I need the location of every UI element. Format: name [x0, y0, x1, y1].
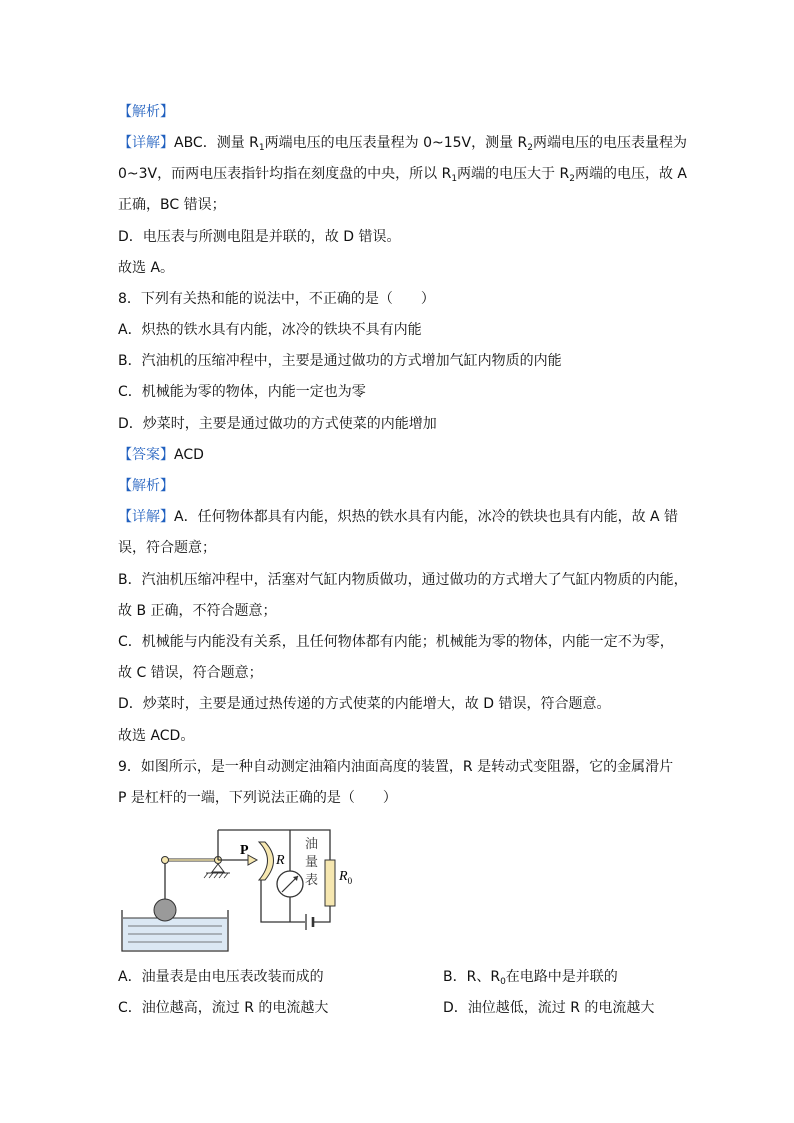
detail-line-1: 【详解】ABC．测量 $R_1$两端电压的电压表量程为 0~15V，测量 $R_2$两端电压的电压表量程为: [118, 135, 688, 153]
q8-option-a: A．炽热的铁水具有内能，冰冷的铁块不具有内能: [118, 322, 422, 338]
oil-tank: [122, 910, 228, 951]
resistor-r0: [325, 860, 335, 906]
oil-gauge-circuit-diagram: [118, 818, 358, 958]
q8-detail-line-7: D．炒菜时，主要是通过热传递的方式使菜的内能增大，故 D 错误，符合题意。: [118, 696, 611, 712]
question-9-stem-line-2: P 是杠杆的一端，下列说法正确的是（ ）: [118, 790, 397, 806]
battery: [306, 914, 313, 930]
q8-option-c: C．机械能为零的物体，内能一定也为零: [118, 384, 366, 400]
oil-gauge-meter: [277, 871, 303, 897]
q8-detail-line-4: 故 B 正确，不符合题意；: [118, 603, 277, 619]
slider-p: [218, 830, 257, 865]
conclusion-line: 故选 A。: [118, 260, 175, 276]
answer-tag: 【答案】: [118, 447, 174, 463]
q9-option-d: D．油位越低，流过 R 的电流越大: [443, 1000, 655, 1016]
detail-line-3: 正确，BC 错误；: [118, 197, 226, 213]
detail-tag: 【详解】: [118, 135, 174, 151]
question-8-stem: 8．下列有关热和能的说法中，不正确的是（ ）: [118, 291, 435, 307]
float-ball: [154, 899, 176, 921]
question-9-stem-line-1: 9．如图所示，是一种自动测定油箱内油面高度的装置，R 是转动式变阻器，它的金属滑片: [118, 759, 674, 775]
label-r0: $R_0$: [339, 869, 353, 886]
rheostat-r: [259, 842, 274, 880]
q8-detail-line-6: 故 C 错误，符合题意；: [118, 665, 263, 681]
q8-detail-line-5: C．机械能与内能没有关系，且任何物体都有内能；机械能为零的物体，内能一定不为零，: [118, 634, 674, 650]
meter-label-1: 油: [305, 837, 319, 852]
meter-label-3: 表: [305, 873, 319, 888]
detail-line-2: 0~3V，而两电压表指针均指在刻度盘的中央，所以 $R_1$两端的电压大于 $R_2$两端的电压，故 A: [118, 166, 687, 184]
q8-answer: [118, 445, 204, 465]
meter-label-2: 量: [305, 855, 319, 870]
label-p: P: [240, 843, 249, 858]
analysis-tag: 【解析】: [118, 104, 174, 120]
q8-detail-line-1: 【详解】A．任何物体都具有内能，炽热的铁水具有内能，冰冷的铁块也具有内能，故 A 错: [118, 509, 679, 525]
q9-option-a: A．油量表是由电压表改装而成的: [118, 969, 324, 985]
q8-conclusion: 故选 ACD。: [118, 728, 195, 744]
q8-option-d: D．炒菜时，主要是通过做功的方式使菜的内能增加: [118, 416, 437, 432]
q8-detail-line-2: 误，符合题意；: [118, 540, 216, 556]
q9-option-b: B．R、$R_0$在电路中是并联的: [443, 969, 618, 987]
answer-value: ACD: [174, 447, 204, 463]
q8-detail-line-3: B．汽油机压缩冲程中，活塞对气缸内物质做功，通过做功的方式增大了气缸内物质的内能，: [118, 572, 688, 588]
detail-tag: 【详解】: [118, 509, 174, 525]
detail-line-4: D．电压表与所测电阻是并联的，故 D 错误。: [118, 229, 401, 245]
q9-option-c: C．油位越高，流过 R 的电流越大: [118, 1000, 329, 1016]
label-r: R: [276, 853, 285, 868]
q8-option-b: B．汽油机的压缩冲程中，主要是通过做功的方式增加气缸内物质的内能: [118, 353, 562, 369]
q8-analysis-tag: 【解析】: [118, 478, 174, 494]
